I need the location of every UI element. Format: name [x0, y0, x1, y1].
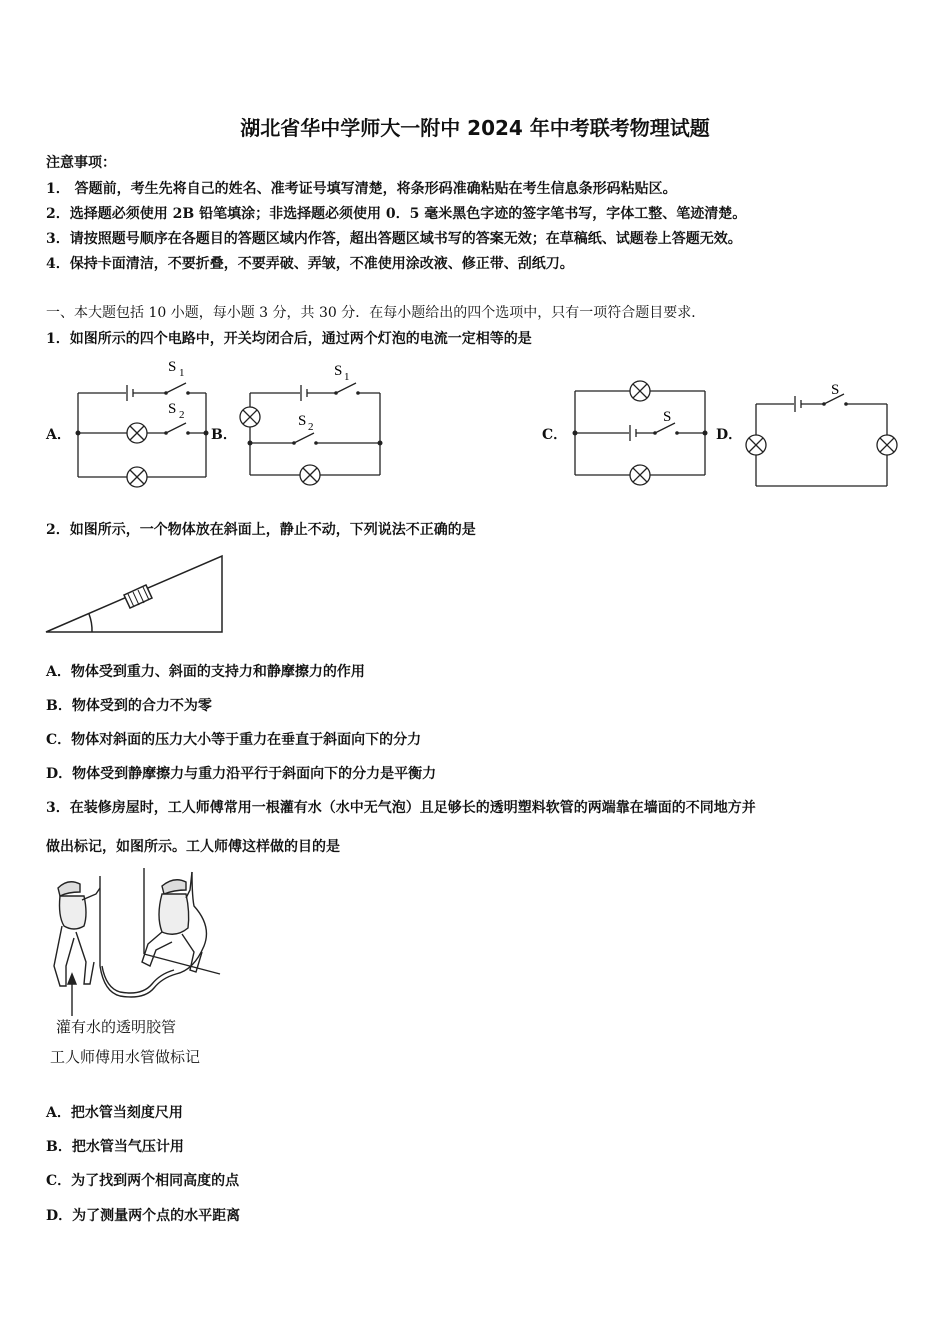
q2-option-d[interactable]: D．物体受到静摩擦力与重力沿平行于斜面向下的分力是平衡力	[46, 766, 437, 782]
switch-s1-sub: 1	[344, 371, 350, 383]
question-3-stem-line2: 做出标记，如图所示。工人师傅这样做的目的是	[46, 839, 340, 855]
option-d-label: D．	[716, 427, 743, 443]
page-title: 湖北省华中学师大一附中 2024 年中考联考物理试题	[240, 116, 710, 140]
switch-s2-label: S	[298, 413, 307, 429]
option-c-label: C．	[542, 427, 568, 443]
option-b-label: B．	[211, 427, 237, 443]
q2-option-c[interactable]: C．物体对斜面的压力大小等于重力在垂直于斜面向下的分力	[46, 732, 422, 748]
switch-s-label: S	[663, 409, 672, 425]
notice-item: 4．保持卡面清洁，不要折叠，不要弄破、弄皱，不准使用涂改液、修正带、刮纸刀。	[46, 256, 574, 272]
switch-s1-label: S	[334, 363, 343, 379]
figure-caption-workers: 工人师傅用水管做标记	[50, 1048, 201, 1066]
question-1-stem: 1．如图所示的四个电路中，开关均闭合后，通过两个灯泡的电流一定相等的是	[46, 331, 532, 347]
q3-option-b[interactable]: B．把水管当气压计用	[46, 1139, 184, 1155]
switch-s2-label: S	[168, 401, 177, 417]
section-heading: 一、本大题包括 10 小题，每小题 3 分，共 30 分．在每小题给出的四个选项中，只有一项符合题目要求．	[46, 305, 706, 321]
workers-hose-illustration	[44, 866, 224, 1016]
notice-item: 2．选择题必须使用 2B 铅笔填涂；非选择题必须使用 0．5 毫米黑色字迹的签字笔书写，字体工整、笔迹清楚。	[46, 206, 747, 222]
figure-caption-hose: 灌有水的透明胶管	[56, 1018, 177, 1036]
switch-s2-sub: 2	[179, 409, 185, 421]
switch-s2-sub: 2	[308, 421, 314, 433]
question-3-stem-line1: 3．在装修房屋时，工人师傅常用一根灌有水（水中无气泡）且足够长的透明塑料软管的两端靠在墙面的不同地方并	[46, 800, 756, 816]
q3-option-a[interactable]: A．把水管当刻度尺用	[46, 1105, 183, 1121]
switch-s1-label: S	[168, 359, 177, 375]
notice-heading: 注意事项：	[46, 155, 116, 171]
question-2-stem: 2．如图所示，一个物体放在斜面上，静止不动，下列说法不正确的是	[46, 522, 476, 538]
circuit-b-diagram	[236, 355, 386, 495]
circuit-c-diagram	[565, 375, 715, 490]
notice-item: 3．请按照题号顺序在各题目的答题区域内作答，超出答题区域书写的答案无效；在草稿纸、试题卷上答题无效。	[46, 231, 742, 247]
circuit-a-diagram	[68, 355, 213, 495]
switch-s1-sub: 1	[179, 367, 185, 379]
notice-item: 1． 答题前，考生先将自己的姓名、准考证号填写清楚，将条形码准确粘贴在考生信息条形码粘贴区。	[46, 181, 677, 197]
incline-diagram	[44, 552, 229, 636]
q2-option-b[interactable]: B．物体受到的合力不为零	[46, 698, 212, 714]
q3-option-c[interactable]: C．为了找到两个相同高度的点	[46, 1173, 240, 1189]
option-a-label: A．	[46, 427, 71, 443]
block-on-incline	[124, 585, 152, 608]
switch-s-label: S	[831, 382, 840, 398]
q3-option-d[interactable]: D．为了测量两个点的水平距离	[46, 1208, 241, 1224]
circuit-d-diagram	[742, 378, 902, 493]
q2-option-a[interactable]: A．物体受到重力、斜面的支持力和静摩擦力的作用	[46, 664, 365, 680]
